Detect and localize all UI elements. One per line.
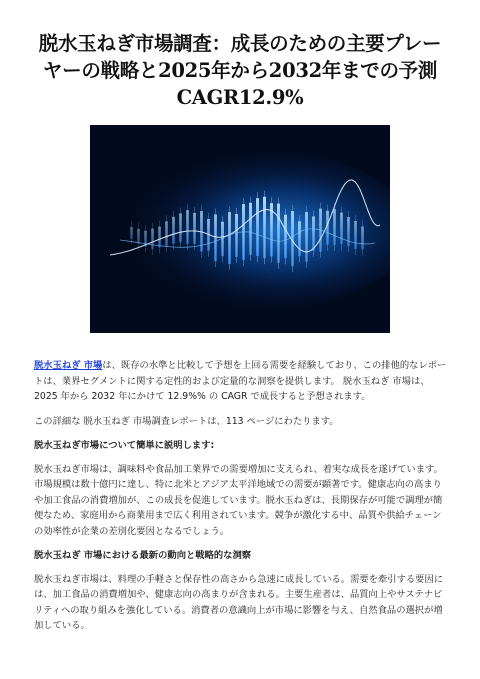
title-line-3: CAGR12.9% <box>176 86 304 109</box>
financial-chart-graphic <box>90 125 390 333</box>
intro-paragraph <box>34 358 447 405</box>
section1-text: 脱水玉ねぎ市場は、調味料や食品加工業界での需要増加に支えられ、着実な成長を遂げています。市場規模は数十億円に達し、特に北米とアジア太平洋地域での需要が顕著です。健康志向の高まりや加工食品の消費増加が、この成長を促進しています。脱水玉ねぎは、長期保存が可能で調理が簡便なため、家庭用から商業用まで広く利用されています。競争が激化する中、品質や供給チェーンの効率性が企業の差別化要因となるでしょう。 <box>34 463 443 537</box>
page-title <box>22 30 458 111</box>
report-pages-text: この詳細な 脱水玉ねぎ 市場調査レポートは、113 ページにわたります。 <box>34 415 339 427</box>
article-body <box>34 358 447 643</box>
market-link[interactable]: 脱水玉ねぎ 市場 <box>34 360 103 371</box>
hero-image <box>90 125 390 333</box>
intro-text: は、既存の水準と比較して予想を上回る需要を経験しており、この排他的なレポートは、業界セグメントに関する定性的および定量的な洞察を提供します。 脱水玉ねぎ 市場は、2025 年から 2032 年にかけて 12.9%% の CAGR で成長すると予想されます。 <box>34 360 447 402</box>
section1-heading: 脱水玉ねぎ市場について簡単に説明します: <box>34 440 215 451</box>
section2-heading: 脱水玉ねぎ 市場における最新の動向と戦略的な洞察 <box>34 550 252 561</box>
section2-text: 脱水玉ねぎ市場は、料理の手軽さと保存性の高さから急速に成長している。需要を牽引する要因には、加工食品の消費増加や、健康志向の高まりが含まれる。主要生産者は、品質向上やサステナビリティへの取り組みを強化している。消費者の意識向上が市場に影響を与え、自然食品の選択が増加している。 <box>34 573 444 631</box>
title-line-2: ヤーの戦略と2025年から2032年までの予測 <box>42 59 438 82</box>
title-line-1: 脱水玉ねぎ市場調査：成長のための主要プレー <box>38 32 442 55</box>
